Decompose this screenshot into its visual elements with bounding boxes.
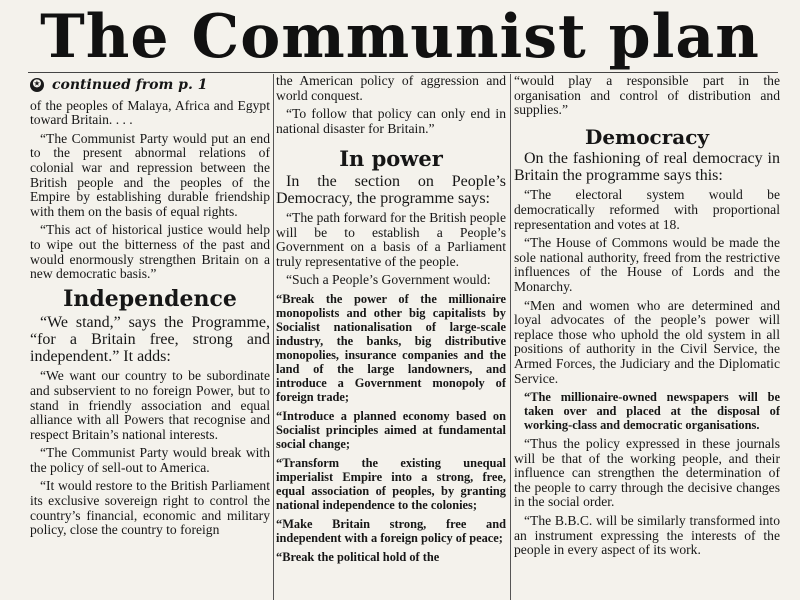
paragraph: the American policy of aggression and world conquest. <box>276 74 506 103</box>
paragraph: “The Communist Party would break with the policy of sell-out to America. <box>30 445 270 475</box>
paragraph: “The electoral system would be democratically reformed with proportional representation and votes at 18. <box>514 187 780 232</box>
programme-point: “Transform the existing unequal imperialist Empire into a strong, free, equal association of peoples, by granting national independence to the colonies; <box>276 455 506 512</box>
programme-point: “Break the power of the millionaire monopolists and other big capitalists by Socialist nationalisation of large-scale industry, the banks, big distributive monopolies, insurance companies and the land of the large landowners, and introduce a Government monopoly of foreign trade; <box>276 291 506 404</box>
paragraph: “We want our country to be subordinate and subservient to no foreign Power, but to stand in friendly association and equal alliance with all Powers that recognise and respect Britain’s national interests. <box>30 368 270 442</box>
lead-paragraph: In the section on People’s Democracy, the programme says: <box>276 172 506 207</box>
continued-label: continued from p. 1 <box>52 77 208 93</box>
headline: The Communist plan <box>40 2 760 72</box>
paragraph: “The B.B.C. will be similarly transformed into an instrument expressing the interests of the people in every aspect of its work. <box>514 513 780 558</box>
bold-paragraph: “The millionaire-owned newspapers will be taken over and placed at the disposal of working-class and democratic organisations. <box>524 390 780 433</box>
paragraph: “This act of historical justice would help to wipe out the bitterness of the past and would enormously strengthen Britain on a new democratic basis.” <box>30 222 270 282</box>
paragraph: “Such a People’s Government would: <box>286 272 491 288</box>
paragraph: of the peoples of Malaya, Africa and Egypt toward Britain. . . . <box>30 97 270 128</box>
bold-paragraph-box <box>514 390 780 432</box>
subhead-independence: Independence <box>63 285 237 312</box>
continued-line <box>30 78 270 93</box>
programme-point: “Introduce a planned economy based on Socialist principles aimed at fundamental social change; <box>276 408 506 451</box>
subhead-democracy: Democracy <box>584 124 710 149</box>
programme-points <box>276 292 506 564</box>
paragraph: “The House of Commons would be made the sole national authority, freed from the restrictive influences of the House of Lords and the Monarchy. <box>514 235 780 294</box>
paragraph: “Men and women who are determined and loyal advocates of the people’s power will replace those who uphold the old system in all positions of authority in the Civil Service, the Armed Forces, the Judiciary and the Diplomatic Service. <box>514 297 780 386</box>
paragraph: “It would restore to the British Parliament its exclusive sovereign right to control the country’s financial, economic and military policy, close the country to foreign <box>30 478 270 538</box>
programme-point: “Make Britain strong, free and independent with a foreign policy of peace; <box>276 516 506 545</box>
paragraph: “To follow that policy can only end in national disaster for Britain.” <box>276 106 506 136</box>
paragraph: “The path forward for the British people will be to establish a People’s Government on a basis of a Parliament truly representative of the people. <box>276 209 506 269</box>
column-divider-1 <box>273 74 274 600</box>
masthead <box>0 0 800 74</box>
programme-point: “Break the political hold of the <box>276 549 440 564</box>
star-icon: ✪ <box>30 78 44 92</box>
column-2 <box>276 74 506 600</box>
column-1 <box>30 74 270 600</box>
headline-rule <box>28 72 778 73</box>
paragraph: “The Communist Party would put an end to the present abnormal relations of colonial war and repression between the British people and the peoples of the Empire by establishing durable friendship with them on the basis of equal rights. <box>30 130 270 219</box>
lead-paragraph: On the fashioning of real democracy in Britain the programme says this: <box>514 150 780 185</box>
column-3 <box>514 74 780 600</box>
paragraph: “would play a responsible part in the organisation and control of distribution and supplies.” <box>514 74 780 118</box>
lead-paragraph: “We stand,” says the Programme, “for a Britain free, strong and independent.” It adds: <box>30 314 270 366</box>
column-divider-2 <box>510 74 511 600</box>
subhead-in-power: In power <box>339 146 443 172</box>
paragraph: “Thus the policy expressed in these journals will be that of the working people, and their influence can strengthen the determination of the people to carry through the decisive changes in the social order. <box>514 436 780 510</box>
